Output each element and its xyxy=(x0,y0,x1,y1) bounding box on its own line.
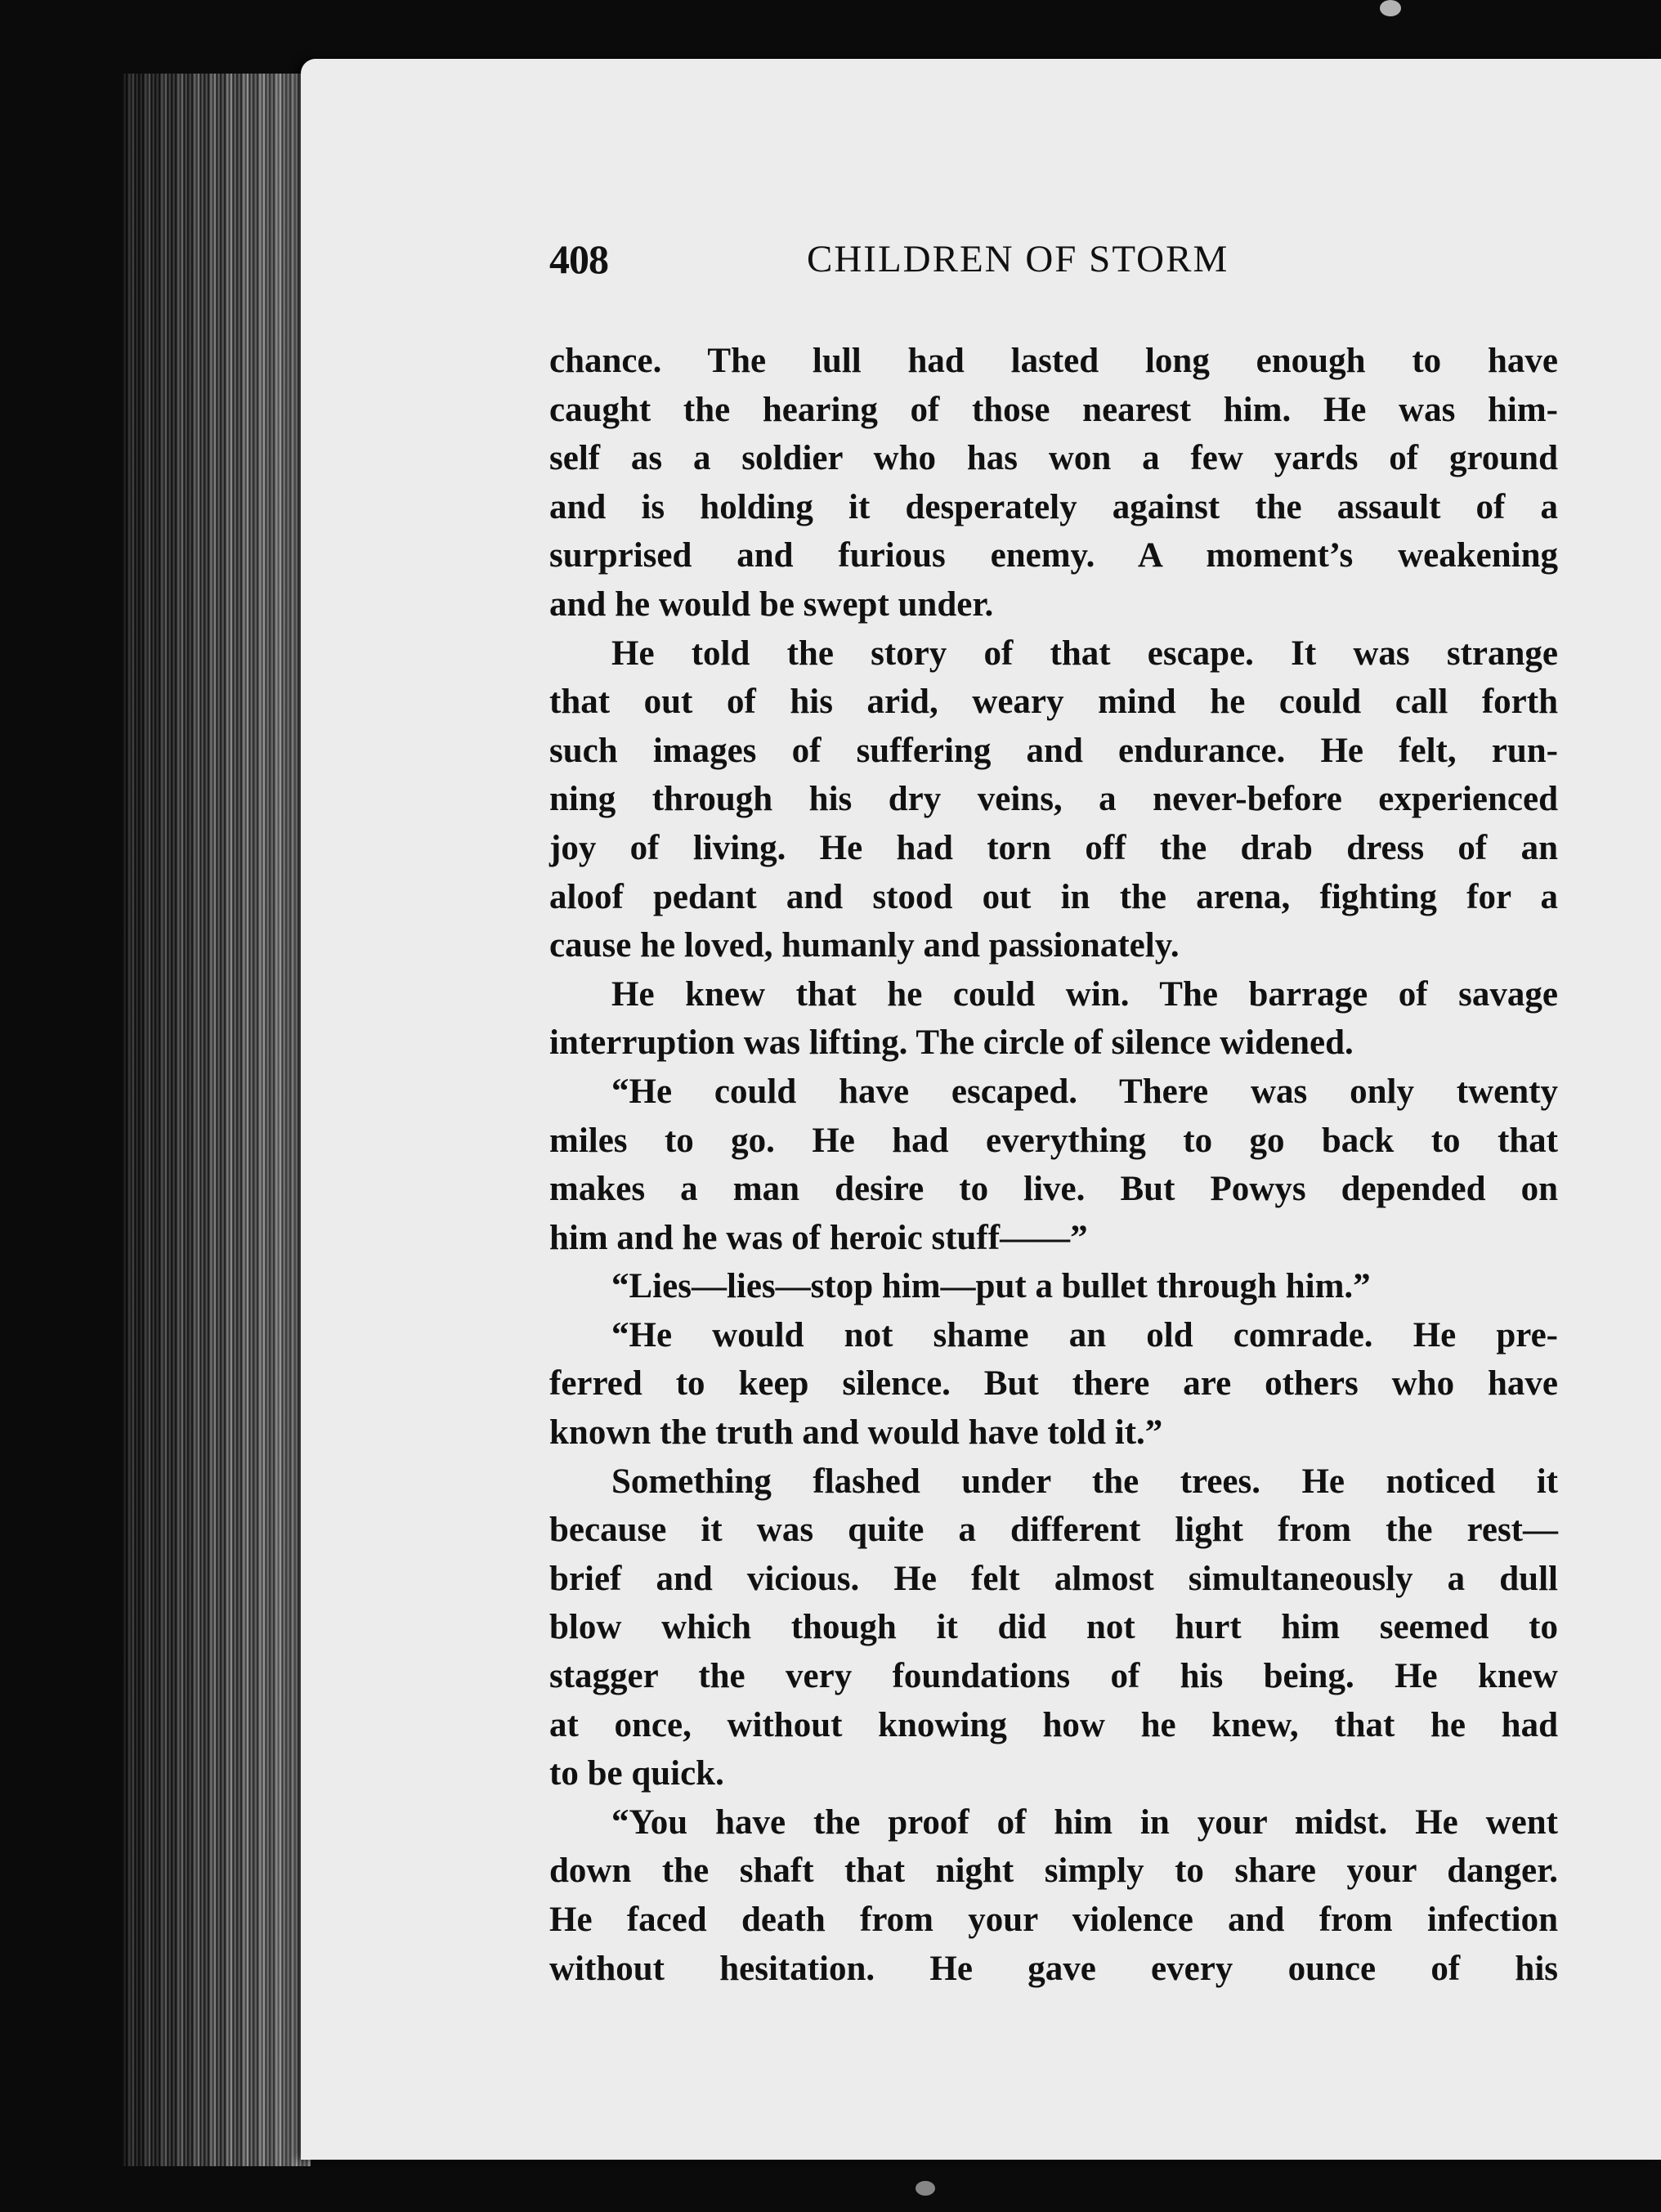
text-line: ferred to keep silence. But there are others who have xyxy=(549,1364,1558,1404)
scan-speck xyxy=(1380,0,1401,16)
text-line: He told the story of that escape. It was strange xyxy=(611,634,1558,673)
text-line: “You have the proof of him in your midst. He went xyxy=(611,1802,1558,1842)
text-line: He knew that he could win. The barrage of savage xyxy=(611,974,1558,1014)
page-edges xyxy=(123,74,311,2166)
page-header xyxy=(549,235,1301,293)
text-line: down the shaft that night simply to share your danger. xyxy=(549,1852,1558,1891)
text-line: brief and vicious. He felt almost simultaneously a dull xyxy=(549,1559,1558,1598)
text-line: known the truth and would have told it.” xyxy=(549,1413,1163,1453)
text-line: at once, without knowing how he knew, that he had xyxy=(549,1705,1558,1744)
text-line: “He would not shame an old comrade. He pre- xyxy=(611,1315,1558,1355)
text-line: cause he loved, humanly and passionately. xyxy=(549,926,1180,965)
text-line: to be quick. xyxy=(549,1754,724,1793)
text-line: chance. The lull had lasted long enough to have xyxy=(549,342,1558,380)
text-line: and is holding it desperately against the assault of a xyxy=(549,487,1558,526)
text-line: caught the hearing of those nearest him. He was him- xyxy=(549,390,1558,429)
text-line: aloof pedant and stood out in the arena, fighting for a xyxy=(549,877,1558,916)
text-line: because it was quite a different light from the rest— xyxy=(549,1511,1558,1550)
text-line: and he would be swept under. xyxy=(549,584,994,624)
text-line: blow which though it did not hurt him seemed to xyxy=(549,1608,1558,1647)
text-line: makes a man desire to live. But Powys depended on xyxy=(549,1170,1558,1209)
page-number: 408 xyxy=(549,236,608,282)
text-line: “He could have escaped. There was only twenty xyxy=(611,1072,1558,1111)
running-head: CHILDREN OF STORM xyxy=(807,238,1229,280)
text-line: joy of living. He had torn off the drab dress of an xyxy=(549,828,1558,867)
text-line: He faced death from your violence and from infection xyxy=(549,1901,1558,1939)
text-line: that out of his arid, weary mind he could call forth xyxy=(549,683,1558,722)
text-line: surprised and furious enemy. A moment’s weakening xyxy=(549,536,1558,575)
text-line: Something flashed under the trees. He noticed it xyxy=(611,1462,1558,1501)
text-line: such images of suffering and endurance. He felt, run- xyxy=(549,731,1558,770)
text-line: ning through his dry veins, a never-before experienced xyxy=(549,780,1558,819)
text-line: without hesitation. He gave every ounce of his xyxy=(549,1949,1558,1988)
text-line: “Lies—lies—stop him—put a bullet through him.” xyxy=(611,1267,1371,1306)
scan-speck xyxy=(916,2181,935,2196)
text-line: stagger the very foundations of his being. He knew xyxy=(549,1657,1558,1696)
text-line: interruption was lifting. The circle of silence widened. xyxy=(549,1023,1354,1063)
text-line: self as a soldier who has won a few yards of ground xyxy=(549,439,1558,478)
text-line: miles to go. He had everything to go back to that xyxy=(549,1121,1558,1160)
body-text xyxy=(549,337,1558,1993)
text-line: him and he was of heroic stuff——” xyxy=(549,1218,1088,1257)
